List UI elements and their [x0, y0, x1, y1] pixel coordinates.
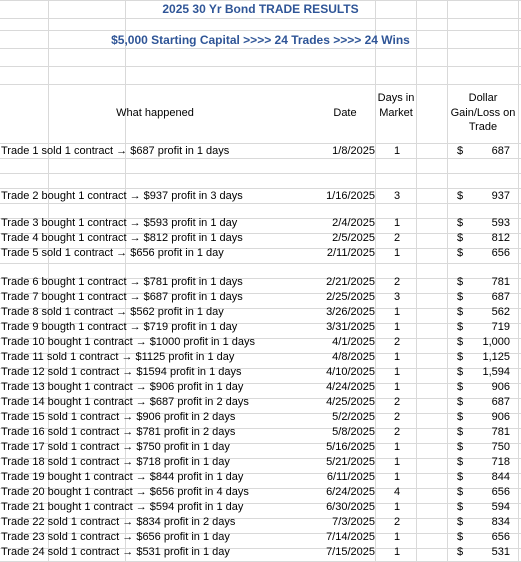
trade-date: 5/8/2025	[332, 426, 375, 438]
trade-amount: 750	[491, 441, 510, 453]
trade-date: 2/21/2025	[326, 276, 375, 288]
trade-date: 4/25/2025	[326, 396, 375, 408]
currency-symbol: $	[457, 351, 464, 363]
trade-days: 2	[393, 232, 401, 244]
trade-amount: 834	[491, 516, 510, 528]
trade-description: Trade 13 bought 1 contract → $906 profit in 1 day	[1, 381, 244, 393]
trade-days: 2	[393, 276, 401, 288]
currency-symbol: $	[457, 381, 464, 393]
currency-symbol: $	[457, 190, 464, 202]
currency-symbol: $	[457, 441, 464, 453]
trade-date: 1/16/2025	[326, 190, 375, 202]
trade-amount: 687	[491, 291, 510, 303]
currency-symbol: $	[457, 546, 464, 558]
trade-amount: 656	[491, 247, 510, 259]
trade-date: 6/24/2025	[326, 486, 375, 498]
trade-description: Trade 8 sold 1 contract → $562 profit in 1 day	[1, 306, 224, 318]
trade-description: Trade 16 sold 1 contract → $781 profit in 2 days	[1, 426, 236, 438]
trade-description: Trade 9 bougth 1 contract → $719 profit in 1 day	[1, 321, 238, 333]
trade-amount: 593	[491, 217, 510, 229]
trade-description: Trade 14 bought 1 contract → $687 profit in 2 days	[1, 396, 249, 408]
trade-amount: 1,125	[482, 351, 510, 363]
header-dollar-gain-loss: Dollar Gain/Loss on Trade	[450, 92, 516, 133]
trade-days: 1	[393, 217, 401, 229]
trade-date: 7/3/2025	[332, 516, 375, 528]
sheet-subtitle: $5,000 Starting Capital >>>> 24 Trades >>>> 24 Wins	[111, 33, 410, 47]
trade-days: 1	[393, 321, 401, 333]
currency-symbol: $	[457, 366, 464, 378]
header-what-happened: What happened	[116, 107, 194, 119]
trade-description: Trade 4 bought 1 contract → $812 profit in 1 days	[1, 232, 243, 244]
trade-days: 4	[393, 486, 401, 498]
currency-symbol: $	[457, 247, 464, 259]
trade-date: 4/8/2025	[332, 351, 375, 363]
trade-days: 1	[393, 145, 401, 157]
trade-amount: 656	[491, 531, 510, 543]
trade-date: 2/5/2025	[332, 232, 375, 244]
trade-days: 2	[393, 336, 401, 348]
trade-days: 2	[393, 516, 401, 528]
trade-description: Trade 18 sold 1 contract → $718 profit in 1 day	[1, 456, 230, 468]
currency-symbol: $	[457, 232, 464, 244]
trade-days: 1	[393, 546, 401, 558]
grid-row-line	[0, 263, 521, 264]
trade-amount: 937	[491, 190, 510, 202]
trade-amount: 1,594	[482, 366, 510, 378]
grid-row-line	[0, 18, 521, 19]
currency-symbol: $	[457, 276, 464, 288]
trade-amount: 781	[491, 426, 510, 438]
trade-days: 1	[393, 441, 401, 453]
trade-date: 4/1/2025	[332, 336, 375, 348]
trade-date: 2/11/2025	[326, 247, 375, 259]
trade-description: Trade 24 sold 1 contract → $531 profit in 1 day	[1, 546, 230, 558]
currency-symbol: $	[457, 486, 464, 498]
trade-description: Trade 15 sold 1 contract → $906 profit in 2 days	[1, 411, 236, 423]
trade-amount: 719	[491, 321, 510, 333]
trade-date: 4/24/2025	[326, 381, 375, 393]
header-days-in-market: Days in Market	[377, 92, 415, 119]
trade-amount: 687	[491, 396, 510, 408]
trade-description: Trade 3 bought 1 contract → $593 profit in 1 day	[1, 217, 238, 229]
grid-row-line	[0, 0, 521, 1]
grid-row-line	[0, 173, 521, 174]
trade-amount: 812	[491, 232, 510, 244]
trade-days: 1	[393, 531, 401, 543]
currency-symbol: $	[457, 306, 464, 318]
trade-description: Trade 5 sold 1 contract → $656 profit in 1 day	[1, 247, 224, 259]
trade-amount: 781	[491, 276, 510, 288]
sheet-title: 2025 30 Yr Bond TRADE RESULTS	[162, 2, 359, 16]
trade-date: 5/21/2025	[326, 456, 375, 468]
trade-description: Trade 21 bought 1 contract → $594 profit in 1 day	[1, 501, 244, 513]
grid-row-line	[0, 30, 521, 31]
trade-date: 3/26/2025	[326, 306, 375, 318]
header-date: Date	[333, 107, 357, 119]
trade-description: Trade 20 bought 1 contract → $656 profit in 4 days	[1, 486, 249, 498]
trade-description: Trade 10 bought 1 contract → $1000 profit in 1 days	[1, 336, 255, 348]
trade-amount: 906	[491, 381, 510, 393]
currency-symbol: $	[457, 396, 464, 408]
currency-symbol: $	[457, 456, 464, 468]
grid-row-line	[0, 66, 521, 67]
trade-days: 1	[393, 366, 401, 378]
trade-days: 1	[393, 456, 401, 468]
trade-days: 1	[393, 381, 401, 393]
currency-symbol: $	[457, 501, 464, 513]
trade-date: 5/2/2025	[332, 411, 375, 423]
trade-date: 2/25/2025	[326, 291, 375, 303]
trade-description: Trade 22 sold 1 contract → $834 profit in 2 days	[1, 516, 236, 528]
trade-date: 5/16/2025	[326, 441, 375, 453]
currency-symbol: $	[457, 291, 464, 303]
trade-days: 2	[393, 396, 401, 408]
trade-days: 1	[393, 247, 401, 259]
trade-days: 3	[393, 190, 401, 202]
trade-date: 1/8/2025	[332, 145, 375, 157]
trade-amount: 1,000	[482, 336, 510, 348]
currency-symbol: $	[457, 336, 464, 348]
currency-symbol: $	[457, 426, 464, 438]
trade-date: 7/14/2025	[326, 531, 375, 543]
trade-date: 4/10/2025	[326, 366, 375, 378]
trade-date: 7/15/2025	[326, 546, 375, 558]
currency-symbol: $	[457, 516, 464, 528]
trade-amount: 906	[491, 411, 510, 423]
trade-date: 3/31/2025	[326, 321, 375, 333]
trade-description: Trade 19 bought 1 contract → $844 profit in 1 day	[1, 471, 244, 483]
trade-description: Trade 11 sold 1 contract → $1125 profit in 1 day	[1, 351, 235, 363]
trade-amount: 531	[491, 546, 510, 558]
trade-date: 6/30/2025	[326, 501, 375, 513]
trade-date: 2/4/2025	[332, 217, 375, 229]
currency-symbol: $	[457, 531, 464, 543]
trade-amount: 687	[491, 145, 510, 157]
currency-symbol: $	[457, 321, 464, 333]
trade-description: Trade 12 sold 1 contract → $1594 profit in 1 days	[1, 366, 242, 378]
trade-days: 1	[393, 501, 401, 513]
grid-row-line	[0, 48, 521, 49]
trade-description: Trade 6 bought 1 contract → $781 profit in 1 days	[1, 276, 243, 288]
trade-description: Trade 2 bought 1 contract → $937 profit in 3 days	[1, 190, 243, 202]
trade-description: Trade 23 sold 1 contract → $656 profit in 1 day	[1, 531, 230, 543]
trade-amount: 594	[491, 501, 510, 513]
currency-symbol: $	[457, 217, 464, 229]
currency-symbol: $	[457, 145, 464, 157]
trade-amount: 656	[491, 486, 510, 498]
currency-symbol: $	[457, 471, 464, 483]
trade-days: 2	[393, 426, 401, 438]
trade-days: 1	[393, 306, 401, 318]
trade-days: 1	[393, 351, 401, 363]
trade-amount: 718	[491, 456, 510, 468]
trade-description: Trade 7 bought 1 contract → $687 profit in 1 days	[1, 291, 243, 303]
trade-days: 2	[393, 411, 401, 423]
trade-description: Trade 17 sold 1 contract → $750 profit in 1 day	[1, 441, 230, 453]
trade-days: 3	[393, 291, 401, 303]
trade-description: Trade 1 sold 1 contract → $687 profit in 1 days	[1, 145, 230, 157]
currency-symbol: $	[457, 411, 464, 423]
trade-amount: 844	[491, 471, 510, 483]
trade-days: 1	[393, 471, 401, 483]
trade-amount: 562	[491, 306, 510, 318]
grid-row-line	[0, 84, 521, 85]
trade-date: 6/11/2025	[326, 471, 375, 483]
